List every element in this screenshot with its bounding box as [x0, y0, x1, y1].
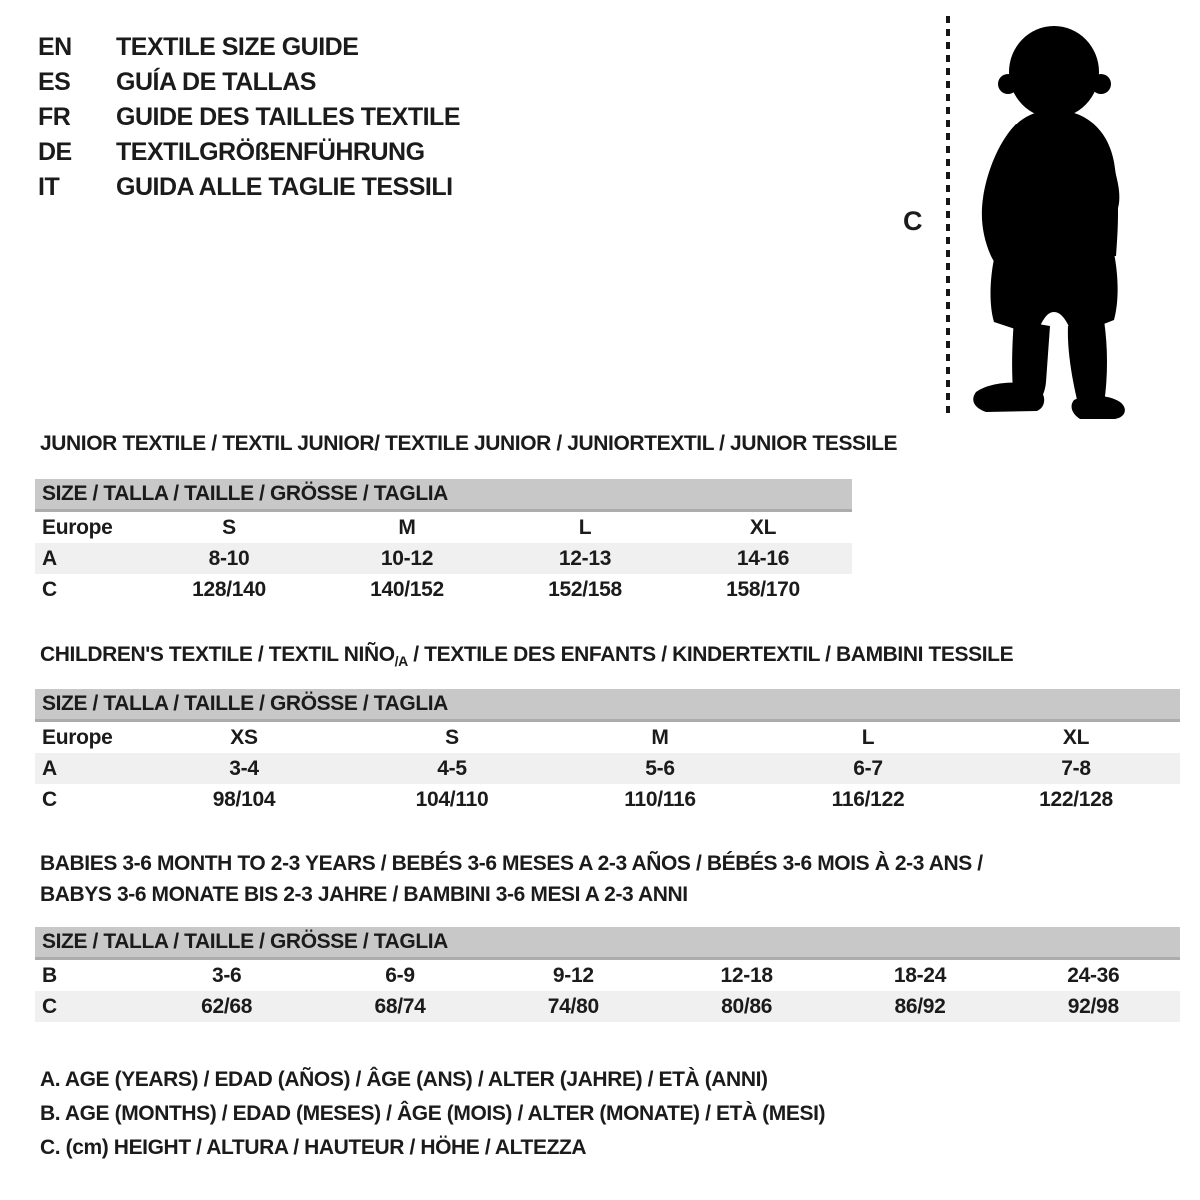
children-title-text: CHILDREN'S TEXTILE / TEXTIL NIÑO: [40, 643, 395, 666]
language-label: GUIDE DES TAILLES TEXTILE: [116, 103, 461, 131]
height-cell: 74/80: [547, 995, 599, 1018]
children-title-text: / TEXTILE DES ENFANTS / KINDERTEXTIL / BAMBINI TESSILE: [407, 643, 1014, 666]
age-cell: 18-24: [893, 964, 947, 987]
language-row-es: [38, 65, 460, 100]
language-row-en: [38, 30, 460, 65]
table-row: [35, 753, 1180, 784]
height-measure-dashed-line: [946, 16, 950, 418]
language-row-it: [38, 170, 460, 205]
junior-section-title: JUNIOR TEXTILE / TEXTIL JUNIOR/ TEXTILE JUNIOR / JUNIORTEXTIL / JUNIOR TESSILE: [40, 432, 898, 455]
age-cell: 7-8: [1061, 757, 1091, 780]
legend: [40, 1063, 825, 1165]
babies-size-table: [35, 927, 1180, 1022]
language-row-de: [38, 135, 460, 170]
height-cell: 62/68: [201, 995, 253, 1018]
language-code: EN: [38, 33, 72, 61]
height-cell: 80/86: [721, 995, 773, 1018]
age-cell: 12-18: [720, 964, 773, 987]
table-row: [35, 574, 852, 605]
junior-size-table: [35, 479, 852, 605]
row-label: A: [42, 757, 57, 780]
table-row: [35, 512, 852, 543]
age-cell: 5-6: [645, 757, 675, 780]
size-cell: S: [222, 516, 236, 539]
size-header-bar: SIZE / TALLA / TAILLE / GRÖSSE / TAGLIA: [35, 479, 852, 512]
size-cell: M: [398, 516, 416, 539]
height-cell: 122/128: [1039, 788, 1113, 811]
row-label: Europe: [42, 516, 113, 539]
height-cell: 140/152: [370, 578, 444, 601]
children-size-table: [35, 689, 1180, 815]
language-label: GUIDA ALLE TAGLIE TESSILI: [116, 173, 453, 201]
size-cell: XL: [1062, 726, 1090, 749]
language-label: TEXTILGRÖßENFÜHRUNG: [116, 138, 425, 166]
height-cell: 158/170: [726, 578, 800, 601]
row-label: B: [42, 964, 57, 987]
children-section-title: [40, 643, 1013, 669]
age-cell: 24-36: [1067, 964, 1120, 987]
height-cell: 104/110: [415, 788, 489, 811]
table-row: [35, 991, 1180, 1022]
row-label: Europe: [42, 726, 113, 749]
language-list: [38, 30, 460, 205]
size-cell: XS: [230, 726, 258, 749]
age-cell: 3-4: [229, 757, 259, 780]
height-cell: 152/158: [548, 578, 622, 601]
table-row: [35, 784, 1180, 815]
size-cell: L: [861, 726, 875, 749]
size-cell: M: [651, 726, 669, 749]
babies-section-title: [40, 848, 983, 910]
babies-title-line1: BABIES 3-6 MONTH TO 2-3 YEARS / BEBÉS 3-6 MESES A 2-3 AÑOS / BÉBÉS 3-6 MOIS À 2-3 ANS /: [40, 852, 983, 875]
language-code: IT: [38, 173, 60, 201]
row-label: C: [42, 995, 57, 1018]
height-cell: 110/116: [624, 788, 696, 811]
age-cell: 3-6: [211, 964, 242, 987]
language-row-fr: [38, 100, 460, 135]
size-cell: L: [578, 516, 592, 539]
row-label: C: [42, 788, 57, 811]
height-measure-label: C: [903, 206, 923, 236]
language-code: DE: [38, 138, 72, 166]
height-cell: 68/74: [374, 995, 426, 1018]
height-cell: 116/122: [831, 788, 905, 811]
age-cell: 12-13: [558, 547, 612, 570]
size-cell: S: [445, 726, 459, 749]
size-header-bar: SIZE / TALLA / TAILLE / GRÖSSE / TAGLIA: [35, 689, 1180, 722]
age-cell: 4-5: [437, 757, 467, 780]
children-title-sub: /A: [394, 653, 408, 670]
age-cell: 9-12: [552, 964, 594, 987]
size-cell: XL: [749, 516, 777, 539]
row-label: A: [42, 547, 57, 570]
language-label: GUÍA DE TALLAS: [116, 68, 316, 96]
size-header-bar: SIZE / TALLA / TAILLE / GRÖSSE / TAGLIA: [35, 927, 1180, 960]
language-code: ES: [38, 68, 71, 96]
age-cell: 10-12: [380, 547, 434, 570]
language-label: TEXTILE SIZE GUIDE: [116, 33, 359, 61]
height-cell: 92/98: [1067, 995, 1119, 1018]
height-cell: 86/92: [894, 995, 946, 1018]
age-cell: 6-7: [853, 757, 883, 780]
language-code: FR: [38, 103, 71, 131]
age-cell: 6-9: [385, 964, 415, 987]
table-row: [35, 543, 852, 574]
age-cell: 8-10: [208, 547, 250, 570]
row-label: C: [42, 578, 57, 601]
table-row: [35, 722, 1180, 753]
height-cell: 128/140: [192, 578, 266, 601]
table-row: [35, 960, 1180, 991]
legend-line-a: A. AGE (YEARS) / EDAD (AÑOS) / ÂGE (ANS) / ALTER (JAHRE) / ETÀ (ANNI): [40, 1068, 768, 1091]
age-cell: 14-16: [736, 547, 790, 570]
legend-line-c: C. (cm) HEIGHT / ALTURA / HAUTEUR / HÖHE / ALTEZZA: [40, 1136, 587, 1159]
baby-silhouette-icon: [962, 14, 1144, 424]
legend-line-b: B. AGE (MONTHS) / EDAD (MESES) / ÂGE (MOIS) / ALTER (MONATE) / ETÀ (MESI): [40, 1102, 826, 1125]
height-cell: 98/104: [212, 788, 276, 811]
babies-title-line2: BABYS 3-6 MONATE BIS 2-3 JAHRE / BAMBINI 3-6 MESI A 2-3 ANNI: [40, 883, 688, 906]
